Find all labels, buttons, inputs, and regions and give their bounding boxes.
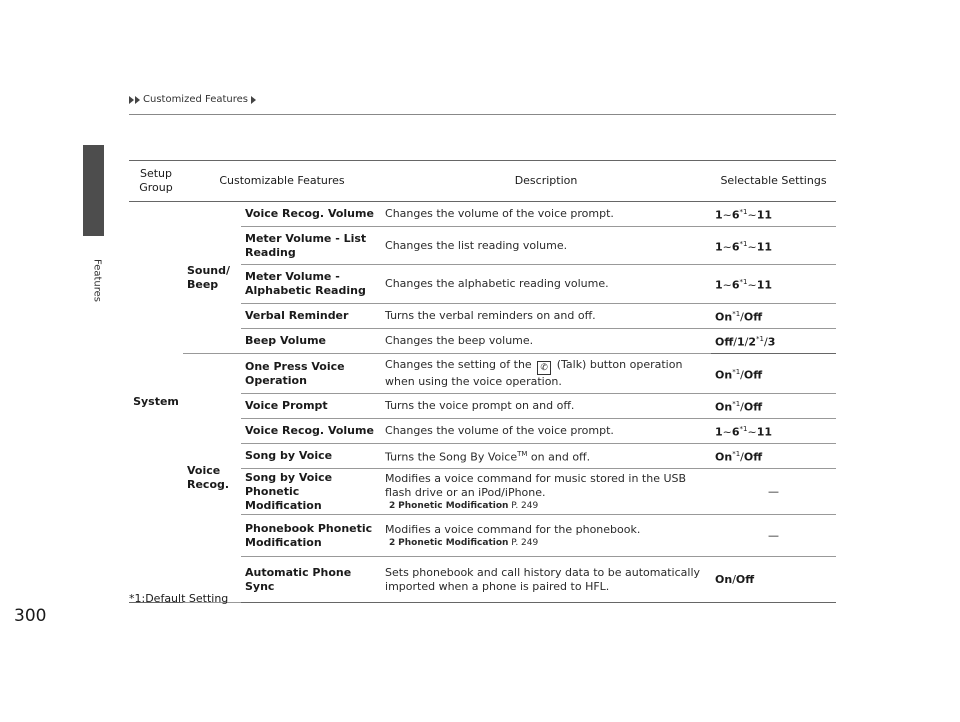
chevron-right-icon	[251, 96, 256, 104]
feature-name: Meter Volume - Alphabetic Reading	[241, 265, 381, 304]
feature-description: Sets phonebook and call history data to be automatically imported when a phone is paired to HFL.	[381, 557, 711, 603]
selectable-setting: —	[711, 515, 836, 557]
header-customizable-features: Customizable Features	[183, 161, 381, 202]
setup-group-system: System	[129, 202, 183, 603]
section-tab-marker	[83, 145, 104, 236]
selectable-setting: On$^{*1}$/Off	[711, 394, 836, 419]
feature-description: Changes the beep volume.	[381, 329, 711, 354]
talk-icon: ✆	[537, 361, 551, 375]
feature-description: Changes the alphabetic reading volume.	[381, 265, 711, 304]
breadcrumb	[129, 94, 257, 105]
header-description: Description	[381, 161, 711, 202]
feature-name: Beep Volume	[241, 329, 381, 354]
table-header-row	[129, 161, 836, 202]
feature-name: Automatic Phone Sync	[241, 557, 381, 603]
feature-description: Modifies a voice command for music stored in the USB flash drive or an iPod/iPhone. 2 Phonetic Modification P. 249	[381, 469, 711, 515]
breadcrumb-link-customized-features[interactable]: Customized Features	[143, 94, 249, 105]
feature-name: Song by Voice	[241, 444, 381, 469]
feature-name: Voice Recog. Volume	[241, 419, 381, 444]
subgroup-sound-beep: Sound/ Beep	[183, 202, 241, 354]
feature-description: Changes the volume of the voice prompt.	[381, 419, 711, 444]
page-number: 300	[14, 606, 47, 626]
feature-description: Changes the setting of the ✆ (Talk) button operation when using the voice operation.	[381, 354, 711, 394]
feature-description: Changes the list reading volume.	[381, 227, 711, 265]
feature-description: Turns the voice prompt on and off.	[381, 394, 711, 419]
header-setup-group: Setup Group	[129, 161, 183, 202]
feature-name: Verbal Reminder	[241, 304, 381, 329]
header-selectable-settings: Selectable Settings	[711, 161, 836, 202]
selectable-setting: Off/1/2$^{*1}$/3	[711, 329, 836, 354]
selectable-setting: On/Off	[711, 557, 836, 603]
feature-name: Voice Prompt	[241, 394, 381, 419]
feature-description: Modifies a voice command for the phonebook. 2 Phonetic Modification P. 249	[381, 515, 711, 557]
reference-arrow-icon: 2	[389, 537, 396, 548]
selectable-setting: On$^{*1}$/Off	[711, 444, 836, 469]
reference-arrow-icon: 2	[389, 500, 396, 511]
selectable-setting: On$^{*1}$/Off	[711, 304, 836, 329]
selectable-setting: —	[711, 469, 836, 515]
feature-description: Turns the verbal reminders on and off.	[381, 304, 711, 329]
selectable-setting: On$^{*1}$/Off	[711, 354, 836, 394]
feature-name: Meter Volume - List Reading	[241, 227, 381, 265]
header-divider	[129, 114, 836, 115]
section-side-label: Features	[91, 259, 103, 302]
selectable-setting: 1~6$^{*1}$~11	[711, 419, 836, 444]
selectable-setting: 1~6$^{*1}$~11	[711, 227, 836, 265]
table-row	[129, 202, 836, 227]
feature-description: Changes the volume of the voice prompt.	[381, 202, 711, 227]
feature-description: Turns the Song By Voice™ on and off.	[381, 444, 711, 469]
table-row	[129, 354, 836, 394]
cross-reference-link[interactable]: 2 Phonetic Modification P. 249	[389, 537, 539, 548]
selectable-setting: 1~6$^{*1}$~11	[711, 202, 836, 227]
feature-name: One Press Voice Operation	[241, 354, 381, 394]
chevron-right-icon	[135, 96, 140, 104]
cross-reference-link[interactable]: 2 Phonetic Modification P. 249	[389, 500, 539, 511]
feature-name: Voice Recog. Volume	[241, 202, 381, 227]
chevron-right-icon	[129, 96, 134, 104]
feature-name: Song by Voice Phonetic Modification	[241, 469, 381, 515]
footnote-default-setting: *1:Default Setting	[129, 592, 229, 605]
customizable-features-table	[129, 160, 836, 603]
subgroup-voice-recog: Voice Recog.	[183, 354, 241, 603]
feature-name: Phonebook Phonetic Modification	[241, 515, 381, 557]
selectable-setting: 1~6$^{*1}$~11	[711, 265, 836, 304]
